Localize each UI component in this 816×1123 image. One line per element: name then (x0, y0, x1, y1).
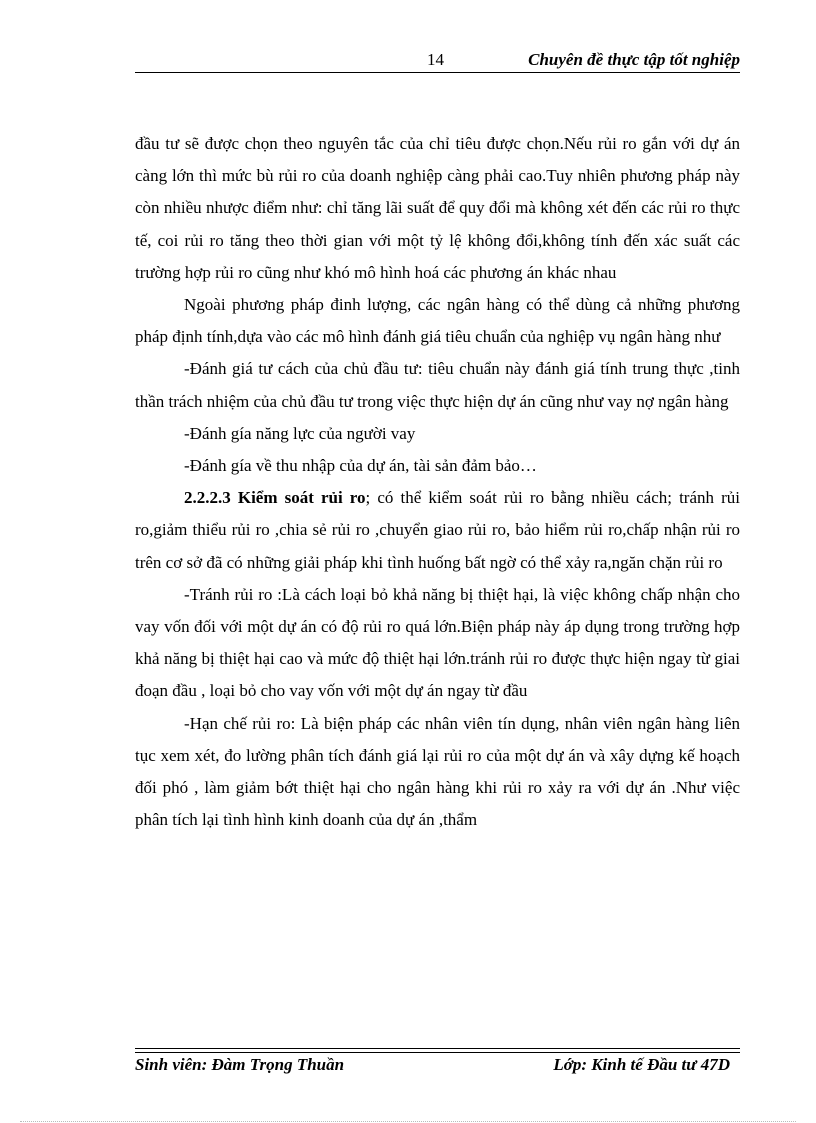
page-footer (135, 1055, 740, 1079)
paragraph-continuation: đầu tư sẽ được chọn theo nguyên tắc của chỉ tiêu được chọn.Nếu rủi ro gắn với dự án càng lớn thì mức bù rủi ro của doanh nghiệp càng phải cao.Tuy nhiên phương pháp này còn nhiều nhược điểm như: chỉ tăng lãi suất để quy đổi mà không xét đến các rủi ro thực tế, coi rủi ro tăng theo thời gian với một tỷ lệ không đổi,không tính đến xác suất các trường hợp rủi ro cũng như khó mô hình hoá các phương án khác nhau (135, 134, 740, 282)
page-edge-dotted-line (20, 1121, 796, 1122)
student-name: Sinh viên: Đàm Trọng Thuần (135, 1055, 345, 1074)
page-number: 14 (427, 50, 444, 69)
paragraph-risk-avoidance: -Tránh rủi ro :Là cách loại bỏ khả năng bị thiệt hại, là việc không chấp nhận cho vay vốn đối với một dự án có độ rủi ro quá lớn.Biện pháp này áp dụng trong trường hợp khả năng bị thiệt hại cao và mức độ thiệt hại lớn.tránh rủi ro được thực hiện ngay từ giai đoạn đầu , loại bỏ cho vay vốn với một dự án ngay từ đầu (135, 584, 740, 701)
document-body (135, 128, 740, 836)
class-name: Lớp: Kinh tế Đầu tư 47D (553, 1055, 730, 1074)
footer-divider-top (135, 1048, 740, 1049)
paragraph-project-income: -Đánh gía về thu nhập của dự án, tài sản đảm bảo… (184, 456, 537, 476)
paragraph-risk-limitation: -Hạn chế rủi ro: Là biện pháp các nhân viên tín dụng, nhân viên ngân hàng liên tục xem xét, đo lường phân tích đánh giá lại rủi ro của một dự án và xây dựng kế hoạch đối phó , làm giảm bớt thiệt hại cho ngân hàng khi rủi ro xảy ra với dự án .Như việc phân tích lại tình hình kinh doanh của dự án ,thẩm (135, 713, 740, 830)
paragraph-qualitative-methods: Ngoài phương pháp đinh lượng, các ngân hàng có thể dùng cả những phương pháp định tính,dựa vào các mô hình đánh giá tiêu chuẩn của nghiệp vụ ngân hàng như (135, 295, 740, 347)
footer-divider-bottom (135, 1052, 740, 1053)
section-heading-text: ; có thể kiểm soát rủi ro bằng nhiều cách; tránh rủi ro,giảm thiểu rủi ro ,chia sẻ rủi ro ,chuyển giao rủi ro, bảo hiểm rủi ro,chấp nhận rủi ro trên cơ sở đã có những giải pháp khi tình huống bất ngờ có thể xảy ra,ngăn chặn rủi ro (135, 488, 740, 572)
section-heading: 2.2.2.3 Kiểm soát rủi ro (184, 488, 366, 508)
paragraph-borrower-capacity: -Đánh gía năng lực của người vay (184, 423, 416, 443)
paragraph-owner-assessment: -Đánh giá tư cách của chủ đầu tư: tiêu chuẩn này đánh giá tính trung thực ,tinh thần trách nhiệm của chủ đầu tư trong việc thực hiện dự án cũng như vay nợ ngân hàng (135, 359, 740, 411)
document-title: Chuyên đề thực tập tốt nghiệp (528, 50, 740, 69)
page-header (135, 46, 740, 72)
paragraph-risk-control (135, 482, 740, 579)
header-divider (135, 72, 740, 73)
